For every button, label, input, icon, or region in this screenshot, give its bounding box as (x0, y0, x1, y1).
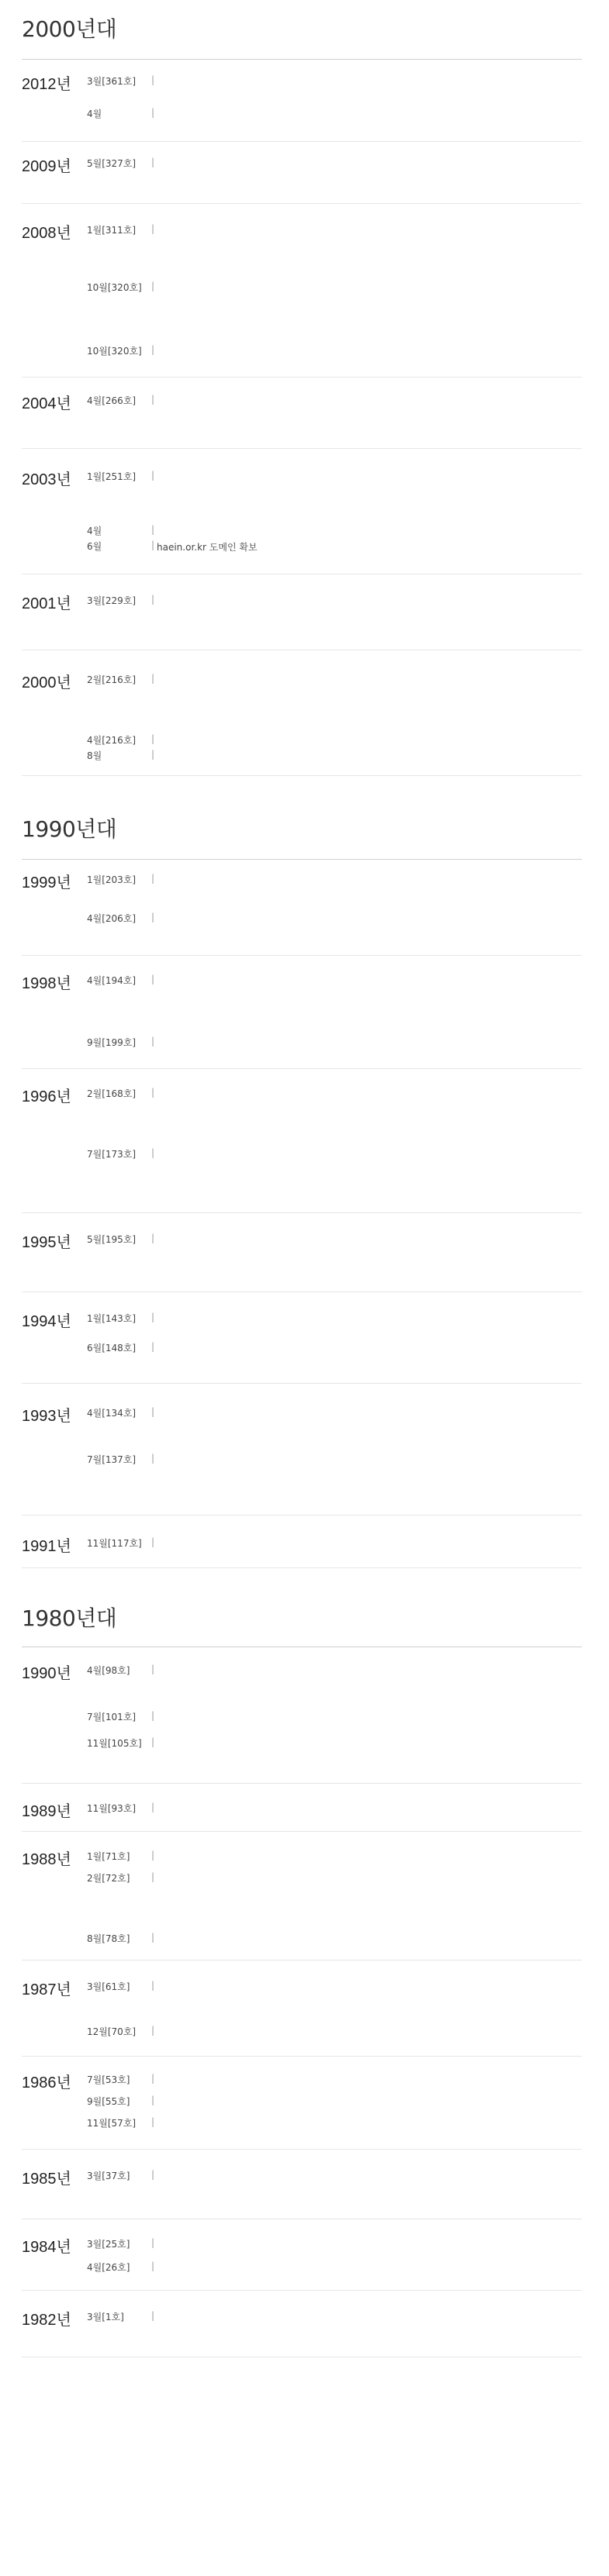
divider (22, 955, 582, 956)
entry-date: 11월[105호] (87, 1738, 142, 1749)
entry-date: 9월[55호] (87, 2096, 130, 2107)
entry-date: 4월 (87, 526, 102, 536)
entry-date: 3월[361호] (87, 76, 137, 87)
divider (22, 1212, 582, 1213)
separator-bar: | (151, 2169, 155, 2180)
divider (22, 859, 582, 860)
entry-date: 1월[251호] (87, 471, 137, 482)
separator-bar: | (151, 157, 155, 167)
entry-date: 5월[327호] (87, 158, 137, 169)
year-label-1993: 1993년 (22, 1408, 71, 1425)
separator-bar: | (151, 1664, 155, 1674)
year-label-1987: 1987년 (22, 1981, 71, 1998)
entry-date: 1월[71호] (87, 1851, 130, 1862)
entry-date: 8월[78호] (87, 1933, 130, 1944)
entry-date: 10월[320호] (87, 282, 142, 293)
entry-date: 3월[37호] (87, 2171, 130, 2181)
divider (22, 1068, 582, 1069)
entry-date: 4월[194호] (87, 975, 137, 986)
divider (22, 775, 582, 776)
year-label-1991: 1991년 (22, 1538, 71, 1555)
separator-bar: | (151, 1341, 155, 1352)
separator-bar: | (151, 1980, 155, 1991)
separator-bar: | (151, 344, 155, 355)
entry-date: 4월 (87, 109, 102, 119)
entry-date: 4월[98호] (87, 1665, 130, 1676)
year-label-1989: 1989년 (22, 1803, 71, 1820)
divider (22, 448, 582, 449)
separator-bar: | (151, 470, 155, 481)
entry-date: 1월[203호] (87, 874, 137, 885)
entry-date: 11월[57호] (87, 2118, 137, 2129)
divider (22, 1291, 582, 1292)
separator-bar: | (151, 1147, 155, 1158)
separator-bar: | (151, 1312, 155, 1322)
entry-date: 9월[199호] (87, 1037, 137, 1048)
divider (22, 1831, 582, 1832)
separator-bar: | (151, 1036, 155, 1047)
divider (22, 59, 582, 60)
entry-date: 2월[168호] (87, 1088, 137, 1099)
separator-bar: | (151, 1406, 155, 1417)
separator-bar: | (151, 673, 155, 684)
separator-bar: | (151, 281, 155, 291)
entry-date: 4월[206호] (87, 913, 137, 924)
entry-date: 11월[117호] (87, 1538, 142, 1549)
separator-bar: | (151, 1087, 155, 1098)
year-label-1990: 1990년 (22, 1665, 71, 1682)
divider (22, 203, 582, 204)
separator-bar: | (151, 1453, 155, 1464)
year-label-1984: 1984년 (22, 2239, 71, 2256)
entry-date: 7월[173호] (87, 1149, 137, 1160)
year-label-2001: 2001년 (22, 595, 71, 612)
separator-bar: | (151, 733, 155, 744)
year-label-1999: 1999년 (22, 874, 71, 891)
separator-bar: | (151, 1802, 155, 1812)
year-label-1988: 1988년 (22, 1851, 71, 1868)
separator-bar: | (151, 2260, 155, 2271)
separator-bar: | (151, 1850, 155, 1860)
entry-date: 2월[216호] (87, 674, 137, 685)
entry-date: 4월[266호] (87, 395, 137, 406)
year-label-1985: 1985년 (22, 2171, 71, 2188)
separator-bar: | (151, 2025, 155, 2036)
entry-date: 6월 (87, 541, 102, 552)
separator-bar: | (151, 2116, 155, 2127)
separator-bar: | (151, 1932, 155, 1943)
year-label-2012: 2012년 (22, 76, 71, 93)
divider (22, 2056, 582, 2057)
entry-text: haein.or.kr 도메인 확보 (157, 542, 258, 553)
separator-bar: | (151, 2310, 155, 2321)
separator-bar: | (151, 1710, 155, 1721)
separator-bar: | (151, 524, 155, 535)
separator-bar: | (151, 2073, 155, 2084)
entry-date: 7월[53호] (87, 2074, 130, 2085)
separator-bar: | (151, 223, 155, 234)
divider (22, 1515, 582, 1516)
year-label-2008: 2008년 (22, 225, 71, 242)
divider (22, 377, 582, 378)
entry-date: 7월[101호] (87, 1712, 137, 1723)
separator-bar: | (151, 394, 155, 405)
year-label-1986: 1986년 (22, 2074, 71, 2091)
separator-bar: | (151, 1233, 155, 1243)
divider (22, 141, 582, 142)
separator-bar: | (151, 1871, 155, 1882)
decade-title-1980s: 1980년대 (22, 1605, 117, 1631)
separator-bar: | (151, 1736, 155, 1747)
entry-date: 5월[195호] (87, 1234, 137, 1245)
entry-date: 4월[216호] (87, 735, 137, 746)
entry-date: 4월[134호] (87, 1408, 137, 1419)
separator-bar: | (151, 2237, 155, 2248)
separator-bar: | (151, 873, 155, 884)
entry-date: 3월[229호] (87, 595, 137, 606)
year-label-1998: 1998년 (22, 975, 71, 992)
entry-date: 3월[61호] (87, 1981, 130, 1992)
divider (22, 2290, 582, 2291)
divider (22, 1383, 582, 1384)
separator-bar: | (151, 107, 155, 118)
entry-date: 1월[143호] (87, 1313, 137, 1324)
separator-bar: | (151, 974, 155, 985)
year-label-1994: 1994년 (22, 1313, 71, 1330)
entry-date: 8월 (87, 750, 102, 761)
entry-date: 7월[137호] (87, 1454, 137, 1465)
entry-date: 3월[25호] (87, 2239, 130, 2250)
year-label-1995: 1995년 (22, 1234, 71, 1251)
year-label-2000: 2000년 (22, 674, 71, 691)
entry-date: 4월[26호] (87, 2262, 130, 2273)
year-label-1996: 1996년 (22, 1088, 71, 1105)
entry-date: 12월[70호] (87, 2026, 137, 2037)
entry-date: 6월[148호] (87, 1343, 137, 1354)
divider (22, 2149, 582, 2150)
separator-bar: | (151, 912, 155, 922)
divider (22, 1567, 582, 1568)
decade-title-1990s: 1990년대 (22, 816, 117, 842)
entry-date: 1월[311호] (87, 225, 137, 236)
separator-bar: | (151, 540, 155, 550)
year-label-2009: 2009년 (22, 158, 71, 175)
separator-bar: | (151, 1536, 155, 1547)
year-label-2003: 2003년 (22, 471, 71, 488)
divider (22, 1783, 582, 1784)
entry-date: 11월[93호] (87, 1803, 137, 1814)
entry-date: 10월[320호] (87, 346, 142, 357)
separator-bar: | (151, 594, 155, 605)
separator-bar: | (151, 2095, 155, 2105)
separator-bar: | (151, 74, 155, 85)
year-label-1982: 1982년 (22, 2312, 71, 2329)
entry-date: 2월[72호] (87, 1873, 130, 1884)
year-label-2004: 2004년 (22, 395, 71, 412)
separator-bar: | (151, 749, 155, 760)
entry-date: 3월[1호] (87, 2312, 124, 2323)
decade-title-2000s: 2000년대 (22, 16, 117, 42)
